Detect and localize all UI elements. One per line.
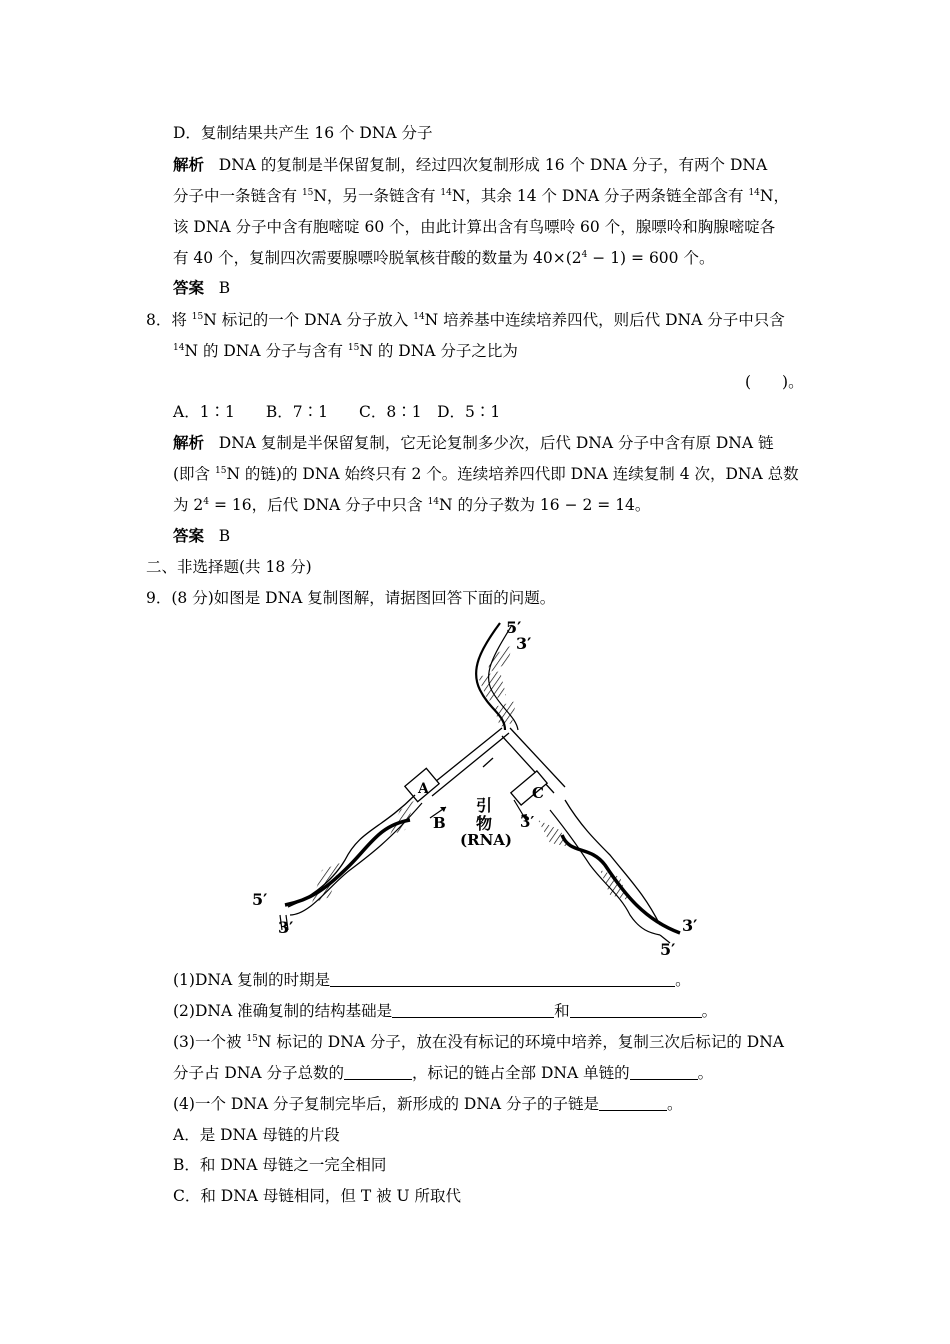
- answer-blank[interactable]: [630, 1065, 698, 1080]
- label-right-5prime: 5′: [660, 940, 676, 959]
- answer-blank[interactable]: [392, 1003, 554, 1018]
- analysis-text: DNA 的复制是半保留复制，经过四次复制形成 16 个 DNA 分子，有两个 DNA: [218, 156, 768, 174]
- answer-blank[interactable]: [570, 1003, 702, 1018]
- q7-analysis-line-3: 该 DNA 分子中含有胞嘧啶 60 个，由此计算出含有鸟嘌呤 60 个，腺嘌呤和胸腺嘧啶各: [173, 218, 776, 236]
- q9-sub4: (4)一个 DNA 分子复制完毕后，新形成的 DNA 分子的子链是 。: [173, 1095, 683, 1113]
- analysis-label: 解析: [173, 155, 205, 174]
- answer-blank[interactable]: [330, 972, 675, 987]
- label-primer-rna: (RNA): [460, 831, 513, 849]
- label-top-5prime: 5′: [506, 618, 522, 637]
- q8-answer: [173, 526, 230, 546]
- q9-option-a: A．是 DNA 母链的片段: [173, 1126, 340, 1144]
- q8-analysis-line-1: 解析 DNA 复制是半保留复制，它无论复制多少次，后代 DNA 分子中含有原 DNA 链: [173, 433, 774, 452]
- q8-stem-line-1: 8．将 $^{15}$N 标记的一个 DNA 分子放入 $^{14}$N 培养基中连续培养四代，则后代 DNA 分子中只含: [146, 311, 785, 329]
- q9-option-b: B．和 DNA 母链之一完全相同: [173, 1156, 387, 1174]
- label-top-3prime: 3′: [516, 634, 532, 653]
- dna-replication-diagram: [250, 615, 720, 965]
- leading-strand-arm: [280, 728, 509, 930]
- q7-answer: [173, 278, 230, 298]
- lagging-strand-arm: [483, 728, 680, 943]
- parent-helix: [476, 623, 518, 730]
- answer-value: B: [218, 279, 231, 297]
- label-mid-3prime: 3′: [520, 813, 535, 831]
- answer-blank[interactable]: [599, 1096, 667, 1111]
- answer-label: 答案: [173, 278, 205, 297]
- q8-analysis-line-3: 为 $2^4 = 16$，后代 DNA 分子中只含 $^{14}$N 的分子数为 16 − 2 = 14。: [173, 496, 651, 514]
- q9-option-c: C．和 DNA 母链相同，但 T 被 U 所取代: [173, 1187, 462, 1205]
- q8-analysis-line-2: (即含 $^{15}$N 的链)的 DNA 始终只有 2 个。连续培养四代即 DNA 连续复制 4 次，DNA 总数: [173, 465, 799, 483]
- q8-options: A．1∶1 B．7∶1 C．8∶1 D．5∶1: [173, 403, 501, 421]
- label-left-3prime: 3′: [278, 918, 294, 937]
- analysis-label: 解析: [173, 433, 205, 452]
- q9-sub3-line-2: 分子占 DNA 分子总数的 ，标记的链占全部 DNA 单链的 。: [173, 1064, 714, 1082]
- label-primer-1: 引: [476, 796, 493, 815]
- q7-analysis-line-1: [173, 155, 767, 175]
- label-primer-2: 物: [476, 814, 493, 833]
- q7-option-d: D．复制结果共产生 16 个 DNA 分子: [173, 124, 433, 142]
- label-c: C: [532, 784, 544, 802]
- answer-bracket: ( )。: [745, 373, 804, 391]
- q9-sub2: (2)DNA 准确复制的结构基础是 和 。: [173, 1002, 718, 1020]
- answer-value: B: [218, 527, 231, 545]
- q7-analysis-line-2: 分子中一条链含有 $^{15}$N，另一条链含有 $^{14}$N，其余 14 个 DNA 分子两条链全部含有 $^{14}$N，: [173, 187, 789, 205]
- q9-sub3-line-1: (3)一个被 $^{15}$N 标记的 DNA 分子，放在没有标记的环境中培养，复制三次后标记的 DNA: [173, 1033, 784, 1051]
- q8-stem-line-2: $^{14}$N 的 DNA 分子与含有 $^{15}$N 的 DNA 分子之比为: [173, 342, 518, 360]
- arrow-head-icon: [440, 807, 446, 812]
- label-left-5prime: 5′: [252, 890, 268, 909]
- q9-stem: 9．(8 分)如图是 DNA 复制图解，请据图回答下面的问题。: [146, 589, 556, 607]
- label-right-3prime: 3′: [682, 916, 698, 935]
- label-a: A: [418, 781, 429, 797]
- section-title: 二、非选择题(共 18 分): [146, 558, 312, 576]
- q9-sub1: (1)DNA 复制的时期是 。: [173, 971, 691, 989]
- answer-label: 答案: [173, 526, 205, 545]
- q7-analysis-line-4: 有 40 个，复制四次需要腺嘌呤脱氧核苷酸的数量为 $40\times(2^4 - 1) = 600$ 个。: [173, 249, 715, 267]
- label-b: B: [433, 814, 446, 832]
- answer-blank[interactable]: [344, 1065, 412, 1080]
